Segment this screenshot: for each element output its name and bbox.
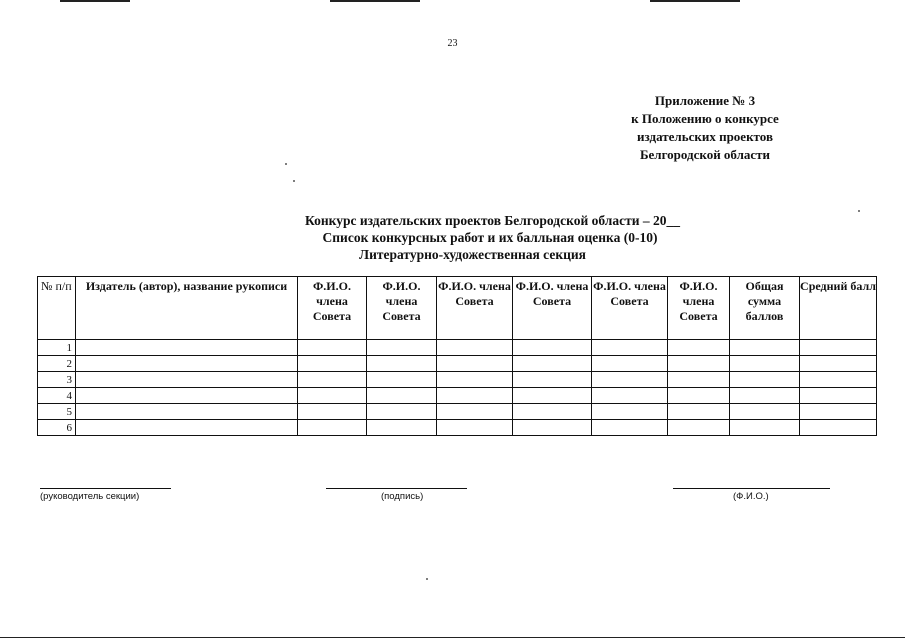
row-number: 1 [38, 340, 76, 356]
table-row [38, 372, 877, 388]
table-cell[interactable] [800, 340, 877, 356]
appendix-line: Приложение № 3 [654, 93, 756, 108]
table-row [38, 388, 877, 404]
table-cell[interactable] [668, 340, 730, 356]
table-cell[interactable] [298, 356, 367, 372]
table-cell[interactable] [437, 340, 513, 356]
table-header-row [38, 277, 877, 340]
table-cell[interactable] [298, 420, 367, 436]
signature-label-name: (Ф.И.О.) [733, 491, 769, 502]
table-cell[interactable] [730, 372, 800, 388]
title-line: Конкурс издательских проектов Белгородской области – 20__ [304, 213, 680, 228]
column-header: Издатель (автор), название рукописи [76, 277, 298, 340]
table-cell[interactable] [592, 356, 668, 372]
column-header: Ф.И.О. члена Совета [668, 277, 730, 340]
table-cell[interactable] [668, 404, 730, 420]
row-number: 5 [38, 404, 76, 420]
table-cell[interactable] [800, 372, 877, 388]
page-number: 23 [447, 38, 458, 49]
table-row [38, 404, 877, 420]
table-row [38, 420, 877, 436]
table-cell[interactable] [592, 388, 668, 404]
signature-label-head: (руководитель секции) [40, 491, 140, 502]
table-cell[interactable] [367, 356, 437, 372]
table-cell[interactable] [592, 420, 668, 436]
table-cell[interactable] [76, 340, 298, 356]
table-row [38, 340, 877, 356]
table-cell[interactable] [76, 404, 298, 420]
appendix-line: к Положению о конкурсе [631, 111, 779, 126]
table-cell[interactable] [437, 420, 513, 436]
scan-edge-top [650, 0, 740, 2]
table-cell[interactable] [513, 372, 592, 388]
row-number: 6 [38, 420, 76, 436]
table-cell[interactable] [76, 372, 298, 388]
table-cell[interactable] [800, 404, 877, 420]
table-cell[interactable] [592, 404, 668, 420]
scan-edge-top [60, 0, 130, 2]
table-cell[interactable] [298, 340, 367, 356]
table-cell[interactable] [730, 340, 800, 356]
table-cell[interactable] [513, 340, 592, 356]
table-cell[interactable] [592, 372, 668, 388]
table-cell[interactable] [367, 404, 437, 420]
column-header: Средний балл [800, 277, 877, 340]
table-cell[interactable] [367, 420, 437, 436]
scan-edge-top [330, 0, 420, 2]
column-header: Ф.И.О. члена Совета [513, 277, 592, 340]
table-cell[interactable] [513, 388, 592, 404]
table-cell[interactable] [730, 356, 800, 372]
table-cell[interactable] [668, 388, 730, 404]
table-cell[interactable] [437, 388, 513, 404]
row-number: 3 [38, 372, 76, 388]
table-cell[interactable] [730, 388, 800, 404]
table-cell[interactable] [76, 356, 298, 372]
column-header: Ф.И.О. члена Совета [592, 277, 668, 340]
table-cell[interactable] [730, 420, 800, 436]
table-cell[interactable] [513, 420, 592, 436]
scan-edge-bottom [0, 637, 905, 638]
table-cell[interactable] [298, 404, 367, 420]
table-cell[interactable] [668, 372, 730, 388]
table-cell[interactable] [76, 388, 298, 404]
signature-line-name[interactable] [673, 488, 830, 489]
table-cell[interactable] [298, 372, 367, 388]
signature-line-sign[interactable] [326, 488, 467, 489]
column-header: Ф.И.О. члена Совета [298, 277, 367, 340]
column-header: № п/п [38, 277, 76, 340]
appendix-heading [590, 92, 820, 164]
appendix-line: издательских проектов [637, 129, 773, 144]
appendix-line: Белгородской области [639, 147, 771, 162]
table-cell[interactable] [668, 420, 730, 436]
scan-speck [285, 163, 287, 165]
table-cell[interactable] [800, 420, 877, 436]
column-header: Ф.И.О. члена Совета [437, 277, 513, 340]
table-cell[interactable] [367, 388, 437, 404]
signature-label-sign: (подпись) [381, 491, 424, 502]
table-cell[interactable] [367, 340, 437, 356]
title-line: Список конкурсных работ и их балльная оценка (0-10) [322, 230, 658, 245]
table-cell[interactable] [730, 404, 800, 420]
scores-table [37, 276, 877, 436]
row-number: 2 [38, 356, 76, 372]
document-title [0, 212, 905, 263]
table-cell[interactable] [513, 404, 592, 420]
table-cell[interactable] [437, 372, 513, 388]
column-header: Общая сумма баллов [730, 277, 800, 340]
table-cell[interactable] [592, 340, 668, 356]
table-cell[interactable] [437, 356, 513, 372]
table-cell[interactable] [800, 388, 877, 404]
table-cell[interactable] [367, 372, 437, 388]
row-number: 4 [38, 388, 76, 404]
title-line: Литературно-художественная секция [359, 247, 586, 262]
scan-speck [426, 578, 428, 580]
column-header: Ф.И.О. члена Совета [367, 277, 437, 340]
table-cell[interactable] [437, 404, 513, 420]
signature-line-head[interactable] [40, 488, 171, 489]
table-cell[interactable] [298, 388, 367, 404]
table-cell[interactable] [800, 356, 877, 372]
table-cell[interactable] [76, 420, 298, 436]
table-cell[interactable] [513, 356, 592, 372]
table-cell[interactable] [668, 356, 730, 372]
table-row [38, 356, 877, 372]
scan-speck [293, 180, 295, 182]
